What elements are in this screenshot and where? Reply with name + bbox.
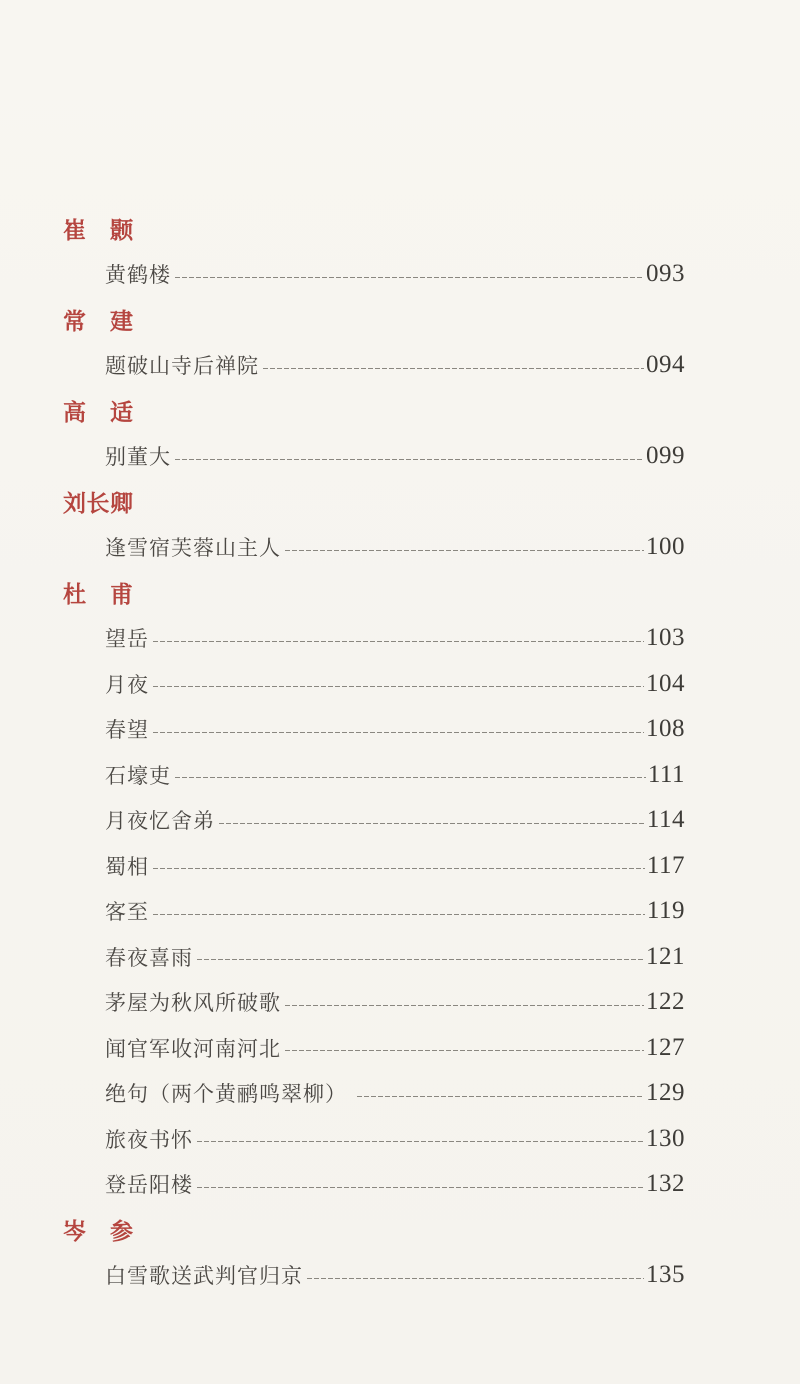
toc-entry (63, 1071, 685, 1117)
poem-title: 登岳阳楼 (105, 1173, 193, 1198)
dotted-leader (219, 823, 645, 824)
author-heading (63, 570, 685, 616)
dotted-leader (153, 686, 644, 687)
author-name: 岑 参 (63, 1218, 134, 1245)
toc-entry (63, 525, 685, 571)
author-heading (63, 388, 685, 434)
page-number: 132 (646, 1170, 685, 1198)
poem-title: 客至 (105, 900, 149, 925)
page-number: 119 (646, 897, 685, 925)
author-heading (63, 479, 685, 525)
poem-title: 黄鹤楼 (105, 263, 171, 288)
toc-entry (63, 843, 685, 889)
poem-title: 石壕吏 (105, 763, 171, 788)
toc-entry (63, 1116, 685, 1162)
dotted-leader (153, 732, 644, 733)
toc-entry (63, 1025, 685, 1071)
author-name: 杜 甫 (63, 581, 134, 608)
author-heading (63, 206, 685, 252)
poem-title: 绝句（两个黄鹂鸣翠柳） (105, 1082, 354, 1107)
dotted-leader (285, 1050, 644, 1051)
page-number: 130 (646, 1124, 685, 1152)
dotted-leader (153, 914, 645, 915)
toc-entry (63, 616, 685, 662)
author-name: 高 适 (63, 399, 134, 426)
toc-entry (63, 934, 685, 980)
poem-title: 望岳 (105, 627, 149, 652)
page-number: 135 (646, 1261, 685, 1289)
poem-title: 别董大 (105, 445, 171, 470)
toc-entry (63, 707, 685, 753)
dotted-leader (175, 777, 646, 778)
dotted-leader (175, 459, 644, 460)
toc-entry (63, 661, 685, 707)
page-number: 108 (646, 715, 685, 743)
toc-entry (63, 1253, 685, 1299)
page-number: 129 (646, 1079, 685, 1107)
page-number: 104 (646, 669, 685, 697)
dotted-leader (197, 1187, 644, 1188)
dotted-leader (285, 550, 644, 551)
dotted-leader (175, 277, 644, 278)
page-number: 094 (646, 351, 685, 379)
poem-title: 题破山寺后禅院 (105, 354, 259, 379)
page-number: 117 (646, 851, 685, 879)
toc-entry (63, 343, 685, 389)
toc-list (63, 206, 685, 1298)
poem-title: 春望 (105, 718, 149, 743)
author-name: 常 建 (63, 308, 134, 335)
dotted-leader (197, 959, 644, 960)
poem-title: 旅夜书怀 (105, 1127, 193, 1152)
poem-title: 逢雪宿芙蓉山主人 (105, 536, 281, 561)
dotted-leader (307, 1278, 644, 1279)
dotted-leader (197, 1141, 644, 1142)
author-heading (63, 297, 685, 343)
author-heading (63, 1207, 685, 1253)
dotted-leader (153, 868, 645, 869)
toc-entry (63, 798, 685, 844)
page-number: 127 (646, 1033, 685, 1061)
poem-title: 月夜 (105, 672, 149, 697)
author-name: 崔 颢 (63, 217, 134, 244)
toc-entry (63, 1162, 685, 1208)
toc-entry (63, 434, 685, 480)
poem-title: 白雪歌送武判官归京 (105, 1264, 303, 1289)
dotted-leader (357, 1096, 644, 1097)
poem-title: 春夜喜雨 (105, 945, 193, 970)
dotted-leader (285, 1005, 644, 1006)
page-number: 114 (646, 806, 685, 834)
author-name: 刘长卿 (63, 490, 134, 517)
toc-entry (63, 889, 685, 935)
toc-entry (63, 980, 685, 1026)
poem-title: 月夜忆舍弟 (105, 809, 215, 834)
dotted-leader (263, 368, 644, 369)
page-number: 103 (646, 624, 685, 652)
poem-title: 蜀相 (105, 854, 149, 879)
page-number: 121 (646, 942, 685, 970)
page-number: 111 (647, 760, 685, 788)
poem-title: 茅屋为秋风所破歌 (105, 991, 281, 1016)
page-number: 093 (646, 260, 685, 288)
page-number: 099 (646, 442, 685, 470)
poem-title: 闻官军收河南河北 (105, 1036, 281, 1061)
page-number: 100 (646, 533, 685, 561)
page-number: 122 (646, 988, 685, 1016)
toc-entry (63, 252, 685, 298)
toc-entry (63, 752, 685, 798)
dotted-leader (153, 641, 644, 642)
